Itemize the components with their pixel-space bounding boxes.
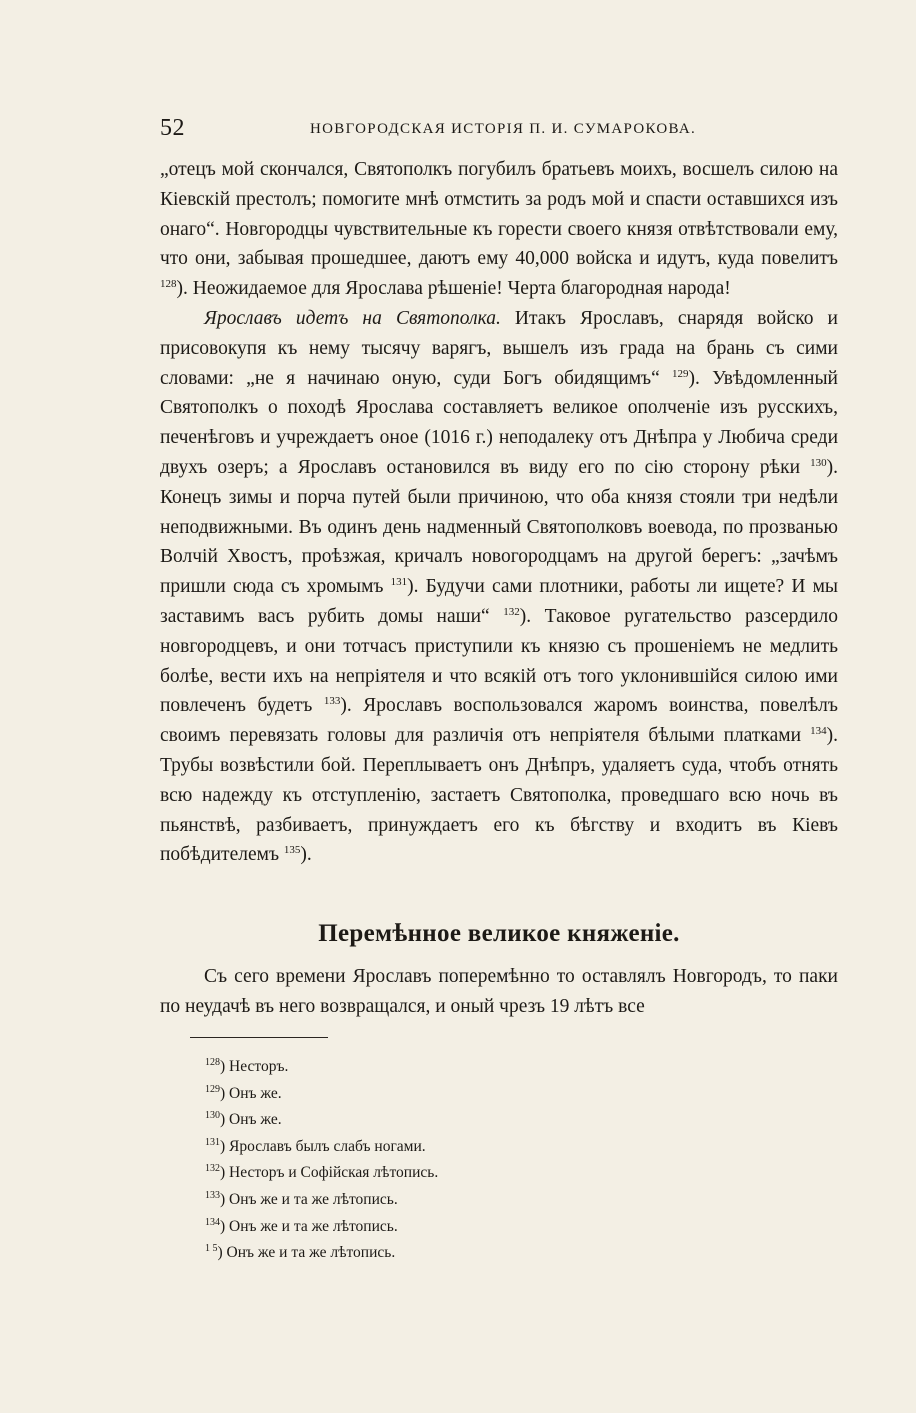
footnote-number: 1 5 [205, 1243, 218, 1255]
paragraph-1 [160, 155, 838, 304]
footnote-number: 132 [205, 1163, 220, 1175]
section-text [160, 962, 838, 1022]
footnote: $^{128}$) Несторъ. [205, 1057, 289, 1075]
main-text [160, 155, 838, 870]
footnote-number: 131 [205, 1136, 220, 1148]
footnote-ref: 133 [323, 695, 341, 708]
footnote-ref: 132 [503, 605, 520, 618]
footnote: $^{130}$) Онъ же. [205, 1110, 282, 1129]
footnote-text: Несторъ. [229, 1058, 289, 1075]
section-heading: Перемѣнное великое княженіе. [318, 920, 680, 947]
footnote-ref: 129 [672, 367, 689, 380]
footnote-ref: 128 [160, 278, 177, 291]
running-title: НОВГОРОДСКАЯ ИСТОРІЯ П. И. СУМАРОКОВА. [310, 121, 697, 137]
section-paragraph: Съ сего времени Ярославъ поперемѣнно то оставлялъ Новгородъ, то паки по неудачѣ въ него возвращался, и оный чрезъ 19 лѣтъ все [160, 966, 838, 1017]
footnote-text: Онъ же. [229, 1084, 282, 1102]
footnote: $^{129}$) Онъ же. [205, 1083, 282, 1102]
paragraph-text: ). Таковое ругательство разсердило новгородцевъ, и они тотчасъ приступили къ князю съ прошеніемъ не медлить болѣе, вести ихъ на непріятеля и что всякій отъ того уклонившійся силою ими повлеченъ будетъ [160, 605, 838, 717]
footnote-ref: 131 [390, 576, 408, 589]
footnote-text: Ярославъ былъ слабъ ногами. [229, 1137, 426, 1155]
footnotes [205, 1054, 665, 1267]
paragraph-text: ). [300, 844, 312, 866]
footnote-number: 134 [205, 1216, 220, 1228]
footnote-ref: 130 [810, 456, 827, 469]
paragraph-text: ). Неожидаемое для Ярослава рѣшеніе! Черта благородная народа! [176, 278, 731, 300]
footnote-number: 133 [205, 1189, 220, 1201]
footnote: $^{133}$) Онъ же и та же лѣтопись. [205, 1189, 398, 1208]
paragraph-text: Итакъ Ярославъ, снарядя войско и присовокупя къ нему тысячу варягъ, вышелъ изъ града на брань съ сими словами: „не я начинаю оную, суди Богъ обидящимъ“ [160, 307, 838, 389]
footnote-text: Онъ же. [229, 1111, 282, 1129]
paragraph-text: ). Будучи сами плотники, работы ли ищете? И мы заставимъ васъ рубить домы наши“ [160, 576, 839, 627]
paragraph-text: ). Трубы возвѣстили бой. Переплываетъ онъ Днѣпръ, удаляетъ суда, чтобъ отнять всю надежду къ отступленію, застаетъ Святополка, проведшаго всю ночь въ пьянствѣ, разбиваетъ, принуждаетъ его къ бѣгству и входитъ въ Кіевъ побѣдителемъ [160, 725, 838, 866]
footnote-ref: 135 [283, 844, 301, 857]
footnote: $^{1 5}$) Онъ же и та же лѣтопись. [205, 1243, 396, 1262]
footnote-text: Онъ же и та же лѣтопись. [229, 1217, 398, 1235]
footnote-text: Онъ же и та же лѣтопись. [229, 1190, 398, 1208]
paragraph-text: ). Ярославъ воспользовался жаромъ воинства, повелѣлъ своимъ перевязать головы для различія отъ непріятеля бѣлыми платками [160, 695, 838, 747]
footnote-text: Онъ же и та же лѣтопись. [226, 1244, 396, 1262]
paragraph-2 [160, 304, 838, 870]
side-heading: Ярославъ идетъ на Святополка. [204, 307, 501, 329]
running-head [160, 113, 838, 143]
page-number: 52 [160, 115, 185, 141]
footnote-ref: 134 [810, 725, 827, 738]
footnote-number: 130 [205, 1110, 220, 1122]
footnote: $^{131}$) Ярославъ былъ слабъ ногами. [205, 1136, 426, 1155]
paragraph-text: „отецъ мой скончался, Святополкъ погубилъ братьевъ моихъ, восшелъ силою на Кіевскій престолъ; помогите мнѣ отмстить за родъ мой и спасти оставшихся изъ онаго“. Новгородцы чувствительные къ горести своего князя отвѣтствовали ему, что они, забывая прошедшее, даютъ ему 40,000 войска и идутъ, куда повелитъ [160, 159, 838, 270]
footnote-number: 129 [205, 1083, 220, 1095]
footnote: $^{132}$) Несторъ и Софійская лѣтопись. [205, 1163, 439, 1182]
footnote: $^{134}$) Онъ же и та же лѣтопись. [205, 1216, 398, 1235]
paragraph-text: ). Увѣдомленный Святополкъ о походѣ Ярослава составляетъ великое ополченіе изъ русскихъ, печенѣговъ и учреждаетъ оное (1016 г.) неподалеку отъ Днѣпра у Любича среди двухъ озеръ; а Ярославъ остановился въ виду его по сію сторону рѣки [160, 367, 838, 478]
footnote-number: 128 [205, 1057, 220, 1068]
paragraph-text: ). Конецъ зимы и порча путей были причиною, что оба князя стояли три недѣли неподвижными. Въ одинъ день надменный Святополковъ воевода, по прозванью Волчій Хвостъ, проѣзжая, кричалъ новогородцамъ на другой берегъ: „зачѣмъ пришли сюда съ хромымъ [160, 456, 838, 598]
footnote-text: Несторъ и Софійская лѣтопись. [229, 1164, 439, 1182]
footnote-divider [190, 1037, 328, 1038]
